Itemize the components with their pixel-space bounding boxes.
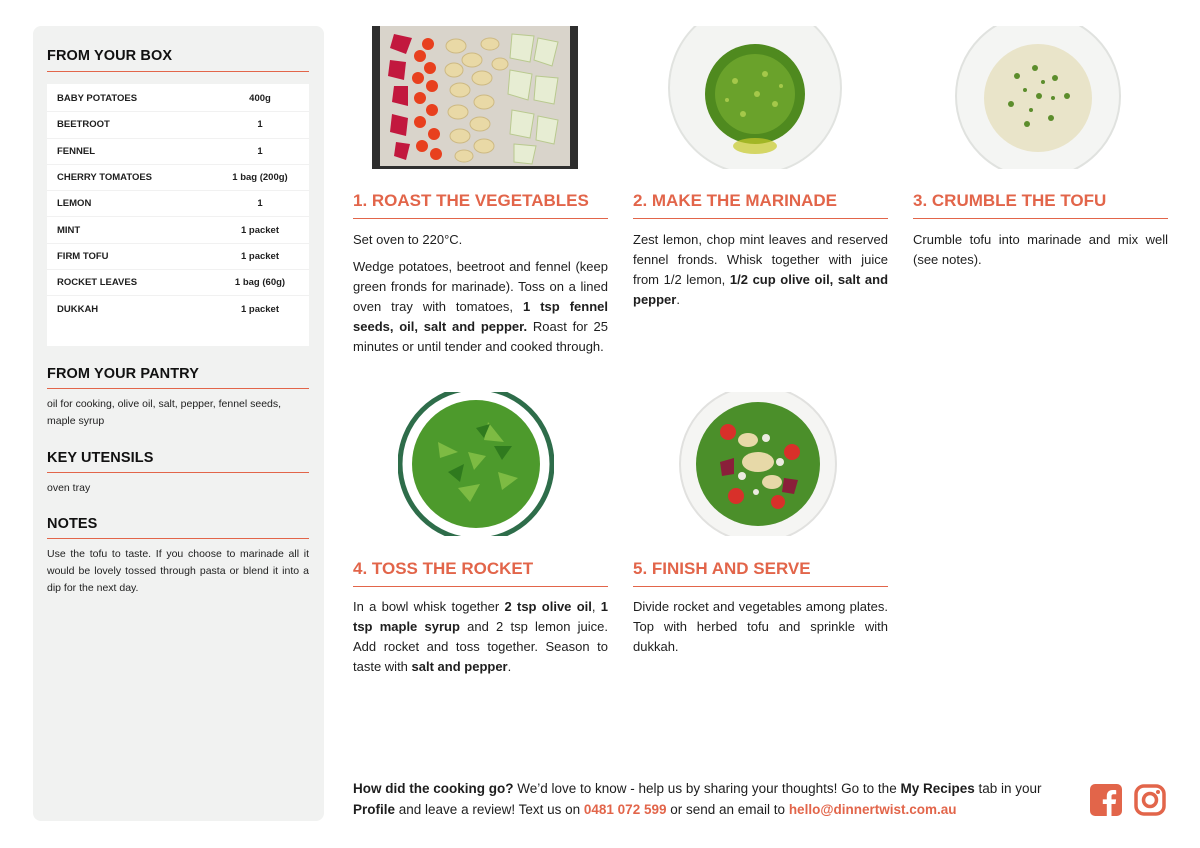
step-3-title: 3. CRUMBLE THE TOFU [913,191,1107,210]
ingredient-row [47,139,309,165]
ingredient-quantity: 1 [257,145,263,157]
step-3-text: Crumble tofu into marinade and mix well (see notes). [913,232,1168,267]
ingredient-quantity: 1 [257,119,263,131]
step-4-text-part: and 2 tsp lemon juice. Add rocket and toss together. Season to taste with [353,619,608,674]
step-3-instructions [913,230,1168,277]
ingredient-row [47,165,309,191]
ingredient-quantity: 1 packet [240,250,280,262]
key-utensils-heading: KEY UTENSILS [47,450,154,466]
utensils-text: oven tray [47,482,91,494]
from-your-box-heading: FROM YOUR BOX [47,48,173,64]
ingredient-name: FENNEL [57,145,95,157]
ingredient-row [47,244,309,270]
ingredient-quantity: 1 packet [240,304,280,316]
step-1-text-part: Roast for 25 minutes or until tender and cooked through. [353,319,608,354]
step-5-title: 5. FINISH AND SERVE [633,559,811,578]
step-4-bold-ingredients: 1 tsp maple syrup [353,599,608,634]
ingredient-name: BEETROOT [57,119,110,131]
feedback-question: How did the cooking go? [353,781,514,796]
heading-divider [47,472,309,473]
ingredient-quantity: 1 bag (60g) [234,277,286,289]
ingredient-quantity: 1 [257,198,263,210]
step-4-text-part: , [591,599,601,614]
step-1-bold-ingredients: 1 tsp fennel seeds, oil, salt and pepper. [353,299,608,334]
ingredient-row [47,86,309,112]
phone-link[interactable]: 0481 072 599 [583,802,667,817]
step-2-text-part: Zest lemon, chop mint leaves and reserved fennel fronds. Whisk together with juice from 1/2 lemon, [633,232,888,287]
step-4-instructions [353,597,608,684]
step-1-instructions [353,230,608,364]
step-1-text: Set oven to 220°C. [353,232,463,247]
step-2-text-part: . [676,292,680,307]
step-2-divider [633,218,888,219]
heading-divider [47,538,309,539]
step-4-divider [353,586,608,587]
step-5-instructions [633,597,888,664]
step-4-text-part: . [507,659,512,674]
ingredient-quantity: 1 bag (200g) [232,172,288,184]
ingredient-name: CHERRY TOMATOES [57,172,153,184]
rocket-bowl-photo [398,392,554,536]
notes-heading: NOTES [47,516,98,532]
step-1-title: 1. ROAST THE VEGETABLES [353,191,589,210]
roast-vegetables-photo [372,26,578,169]
heading-divider [47,71,309,72]
instagram-icon[interactable] [1134,784,1166,821]
step-4-title: 4. TOSS THE ROCKET [353,559,534,578]
finished-salad-photo [676,392,840,536]
step-2-instructions [633,230,888,317]
heading-divider [47,388,309,389]
ingredients-sidebar [33,26,324,821]
ingredient-name: LEMON [57,198,92,210]
ingredient-row [47,191,309,217]
step-4-text [353,597,608,677]
facebook-icon[interactable] [1090,784,1122,821]
crumbled-tofu-photo [955,26,1121,169]
step-2-title: 2. MAKE THE MARINADE [633,191,838,210]
ingredient-quantity: 1 packet [240,224,280,236]
feedback-footer [353,778,1073,820]
footer-text: We’d love to know - help us by sharing your thoughts! Go to the [513,781,901,796]
footer-text: tab in your [974,781,1042,796]
ingredient-row [47,296,309,322]
ingredient-name: ROCKET LEAVES [57,277,138,289]
step-1-text-part: Wedge potatoes, beetroot and fennel (keep green fronds for marinade). Toss on a lined oven tray with tomatoes, [353,259,608,314]
step-4-text-part: In a bowl whisk together [353,599,505,614]
step-4-bold-ingredients: 2 tsp olive oil [504,599,592,614]
step-2-text [633,230,888,310]
pantry-text: oil for cooking, olive oil, salt, pepper, fennel seeds, maple syrup [47,398,282,427]
from-your-pantry-heading: FROM YOUR PANTRY [47,366,199,382]
ingredient-name: DUKKAH [57,304,99,316]
step-1-divider [353,218,608,219]
ingredient-quantity: 400g [249,93,271,105]
ingredient-name: BABY POTATOES [57,93,138,105]
step-3-divider [913,218,1168,219]
step-2-bold-ingredients: 1/2 cup olive oil, salt and pepper [633,272,889,307]
ingredient-row [47,270,309,296]
profile-label: Profile [353,802,396,817]
marinade-photo [665,26,845,169]
my-recipes-label: My Recipes [900,781,975,796]
ingredient-name: MINT [57,224,81,236]
notes-text: Use the tofu to taste. If you choose to marinade all it would be lovely tossed through pasta or blend it into a dip for the next day. [47,548,309,594]
ingredient-row [47,217,309,243]
step-5-text: Divide rocket and vegetables among plates. Top with herbed tofu and sprinkle with dukkah. [633,599,888,654]
ingredient-name: FIRM TOFU [57,250,109,262]
box-ingredients-table [47,84,309,346]
ingredient-row [47,112,309,138]
footer-text: and leave a review! Text us on [395,802,584,817]
step-1-text [353,257,608,357]
footer-text: or send an email to [666,802,789,817]
step-5-divider [633,586,888,587]
step-4-bold-ingredients: salt and pepper [411,659,508,674]
email-link[interactable]: hello@dinnertwist.com.au [788,802,957,817]
